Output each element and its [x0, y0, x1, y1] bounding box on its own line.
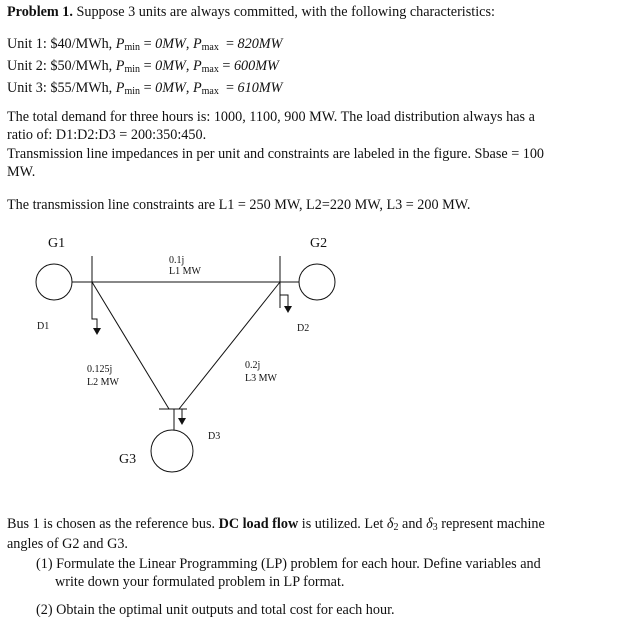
line-l3-label: L3 MW: [245, 373, 277, 384]
g2-label: G2: [310, 236, 328, 251]
constraints-line: The transmission line constraints are L1 = 250 MW, L2=220 MW, L3 = 200 MW.: [7, 197, 471, 213]
angles-line: angles of G2 and G3.: [7, 536, 128, 552]
demand-line-2: ratio of: D1:D2:D3 = 200:350:450.: [7, 127, 207, 143]
pmin-sub: min: [124, 64, 141, 75]
pmin-symbol: P: [115, 36, 125, 52]
line-l2-label: L2 MW: [87, 377, 119, 388]
unit-3-pmin: 0MW: [155, 80, 186, 96]
g1-label: G1: [48, 236, 66, 251]
demand-line-1: The total demand for three hours is: 1000, 1100, 900 MW. The load distribution always has a: [7, 109, 535, 125]
unit-2-cost: $50/MWh,: [50, 58, 113, 74]
pmin-sub: min: [124, 86, 141, 97]
problem-label: Problem 1.: [7, 4, 73, 20]
load-d1-line: [92, 303, 97, 331]
unit-2-line: Unit 2: $50/MWh, $P_{min} = 0MW$, $P_{max} = 600MW$: [7, 58, 279, 75]
pmax-symbol: P: [192, 80, 202, 96]
question-1-line-1: (1) Formulate the Linear Programming (LP) problem for each hour. Define variables and: [36, 556, 541, 572]
pmax-sub: max: [201, 64, 219, 75]
pmax-sub: max: [201, 42, 219, 53]
d1-label: D1: [37, 321, 50, 332]
d2-label: D2: [297, 323, 310, 334]
generator-g2-symbol: [299, 264, 335, 300]
ref-text-3: represent machine: [441, 516, 545, 532]
delta-3-sub: 3: [432, 522, 438, 533]
line-l1-impedance: 0.1j: [169, 255, 185, 266]
line-l1-label: L1 MW: [169, 266, 201, 277]
pmax-symbol: P: [192, 36, 202, 52]
ref-text-1: Bus 1 is chosen as the reference bus.: [7, 516, 216, 532]
generator-g1-symbol: [36, 264, 72, 300]
and-word: and: [402, 516, 423, 532]
pmin-symbol: P: [115, 80, 125, 96]
line-l2: [92, 282, 169, 409]
line-l3-impedance: 0.2j: [245, 360, 261, 371]
question-1-line-2: write down your formulated problem in LP format.: [55, 574, 345, 590]
unit-3-cost: $55/MWh,: [50, 80, 113, 96]
pmin-symbol: P: [115, 58, 125, 74]
dc-load-flow-term: DC load flow: [218, 516, 299, 532]
unit-2-pmax: 600MW: [233, 58, 279, 74]
impedance-line-1: Transmission line impedances in per unit and constraints are labeled in the figure. Sbase = 100: [7, 146, 545, 162]
unit-1-pmax: 820MW: [237, 36, 283, 52]
unit-3-pmax: 610MW: [237, 80, 283, 96]
line-l3: [179, 282, 280, 409]
pmax-sub: max: [201, 86, 219, 97]
g3-label: G3: [119, 452, 137, 467]
unit-1-name: Unit 1:: [7, 36, 47, 52]
unit-1-cost: $40/MWh,: [50, 36, 113, 52]
ref-text-2: is utilized. Let: [301, 516, 384, 532]
delta-symbol: δ: [426, 516, 433, 532]
load-d1-arrow: [93, 328, 101, 335]
unit-3-name: Unit 3:: [7, 80, 47, 96]
load-d3-arrow: [178, 418, 186, 425]
unit-1-line: Unit 1: $40/MWh, $P_{min} = 0MW$, $P_{max} = 820MW$: [7, 36, 283, 53]
impedance-line-2: MW.: [7, 164, 36, 180]
pmax-symbol: P: [192, 58, 202, 74]
delta-symbol: δ: [386, 516, 394, 532]
question-2-line: (2) Obtain the optimal unit outputs and total cost for each hour.: [36, 602, 395, 618]
unit-2-name: Unit 2:: [7, 58, 47, 74]
unit-2-pmin: 0MW: [155, 58, 186, 74]
reference-bus-line: [7, 516, 545, 533]
d3-label: D3: [208, 431, 221, 442]
unit-3-line: Unit 3: $55/MWh, $P_{min} = 0MW$, $P_{max} = 610MW$: [7, 80, 283, 97]
load-d2-arrow: [284, 306, 292, 313]
problem-intro: Suppose 3 units are always committed, with the following characteristics:: [76, 4, 495, 20]
generator-g3-symbol: [151, 430, 193, 472]
delta-2-sub: 2: [393, 522, 399, 533]
unit-1-pmin: 0MW: [155, 36, 186, 52]
pmin-sub: min: [124, 42, 141, 53]
line-l2-impedance: 0.125j: [87, 364, 113, 375]
